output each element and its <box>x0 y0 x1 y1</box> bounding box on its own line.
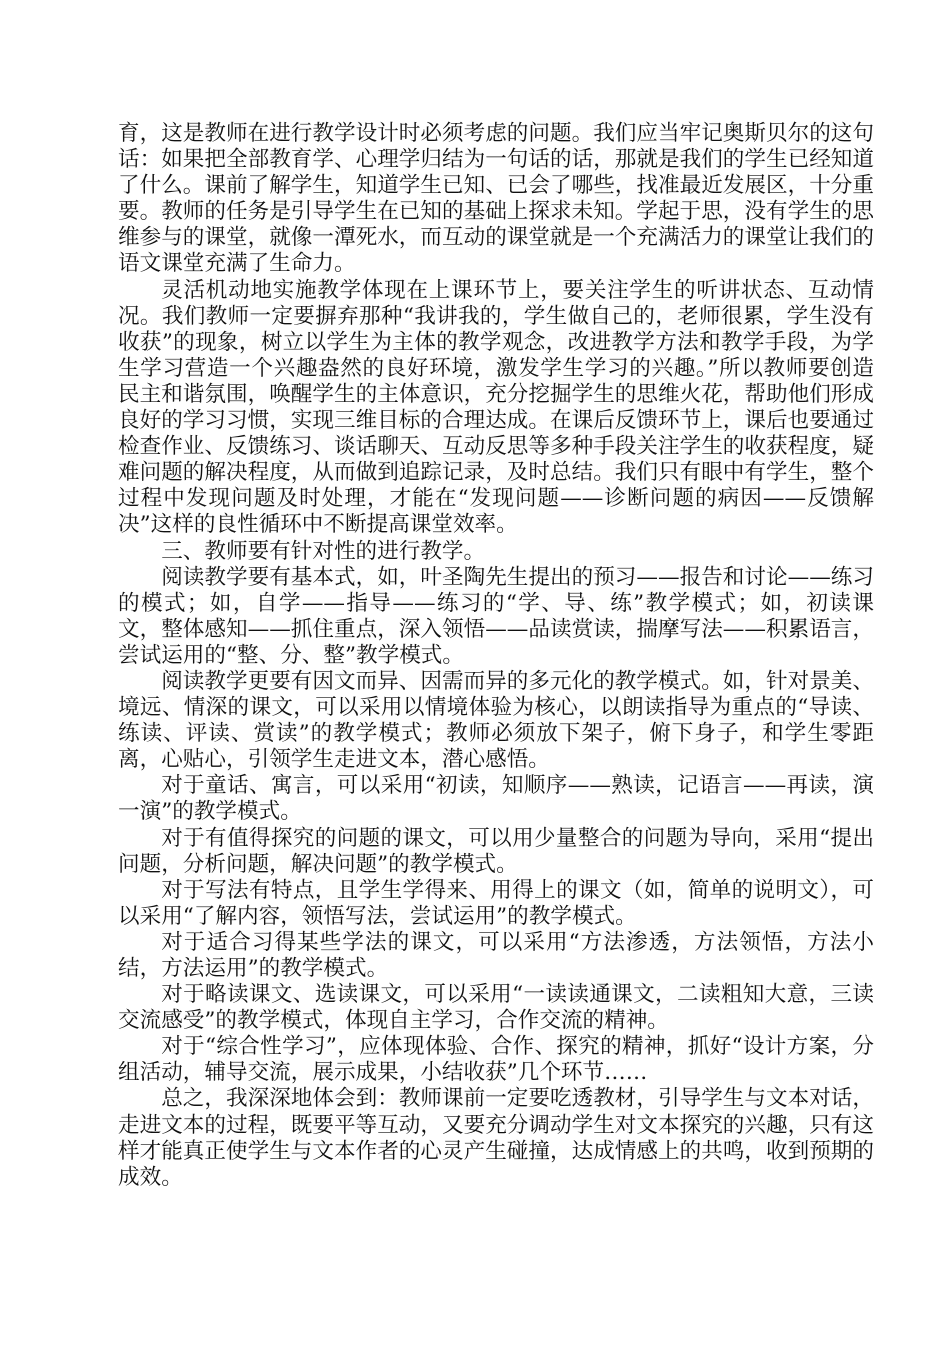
paragraph-1: 育，这是教师在进行教学设计时必须考虑的问题。我们应当牢记奥斯贝尔的这句话：如果把全部教育学、心理学归结为一句话的话，那就是我们的学生已经知道了什么。课前了解学生，知道学生已知、已会了哪些，找准最近发展区，十分重要。教师的任务是引导学生在已知的基础上探求未知。学起于思，没有学生的思维参与的课堂，就像一潭死水，而互动的课堂就是一个充满活力的课堂让我们的语文课堂充满了生命力。 <box>118 121 874 277</box>
paragraph-10: 对于略读课文、选读课文，可以采用“一读读通课文，二读粗知大意，三读交流感受”的教学模式，体现自主学习，合作交流的精神。 <box>118 982 874 1034</box>
paragraph-8: 对于写法有特点，且学生学得来、用得上的课文（如，简单的说明文），可以采用“了解内容，领悟写法，尝试运用”的教学模式。 <box>118 877 874 929</box>
paragraph-6: 对于童话、寓言，可以采用“初读，知顺序——熟读，记语言——再读，演一演”的教学模式。 <box>118 773 874 825</box>
paragraph-11: 对于“综合性学习”，应体现体验、合作、探究的精神，抓好“设计方案，分组活动，辅导交流，展示成果，小结收获”几个环节…… <box>118 1034 874 1086</box>
paragraph-4: 阅读教学要有基本式，如，叶圣陶先生提出的预习——报告和讨论——练习的模式；如，自学——指导——练习的“学、导、练”教学模式；如，初读课文，整体感知——抓住重点，深入领悟——品读赏读，揣摩写法——积累语言，尝试运用的“整、分、整”教学模式。 <box>118 564 874 668</box>
paragraph-7: 对于有值得探究的问题的课文，可以用少量整合的问题为导向，采用“提出问题，分析问题，解决问题”的教学模式。 <box>118 825 874 877</box>
section-heading-3: 三、教师要有针对性的进行教学。 <box>161 538 486 564</box>
paragraph-2: 灵活机动地实施教学体现在上课环节上，要关注学生的听讲状态、互动情况。我们教师一定要摒弃那种“我讲我的，学生做自己的，老师很累，学生没有收获”的现象，树立以学生为主体的教学观念，改进教学方法和教学手段，为学生学习营造一个兴趣盎然的良好环境，激发学生学习的兴趣。”所以教师要创造民主和谐氛围，唤醒学生的主体意识，充分挖掘学生的思维火花，帮助他们形成良好的学习习惯，实现三维目标的合理达成。在课后反馈环节上，课后也要通过检查作业、反馈练习、谈话聊天、互动反思等多种手段关注学生的收获程度，疑难问题的解决程度，从而做到追踪记录，及时总结。我们只有眼中有学生，整个过程中发现问题及时处理，才能在“发现问题——诊断问题的病因——反馈解决”这样的良性循环中不断提高课堂效率。 <box>118 277 874 538</box>
document-body <box>118 121 874 1191</box>
paragraph-9: 对于适合习得某些学法的课文，可以采用“方法渗透，方法领悟，方法小结，方法运用”的教学模式。 <box>118 929 874 981</box>
paragraph-12: 总之，我深深地体会到：教师课前一定要吃透教材，引导学生与文本对话，走进文本的过程，既要平等互动，又要充分调动学生对文本探究的兴趣，只有这样才能真正使学生与文本作者的心灵产生碰撞，达成情感上的共鸣，收到预期的成效。 <box>118 1086 874 1190</box>
paragraph-5: 阅读教学更要有因文而异、因需而异的多元化的教学模式。如，针对景美、境远、情深的课文，可以采用以情境体验为核心，以朗读指导为重点的“导读、练读、评读、赏读”的教学模式；教师必须放下架子，俯下身子，和学生零距离，心贴心，引领学生走进文本，潜心感悟。 <box>118 668 874 773</box>
